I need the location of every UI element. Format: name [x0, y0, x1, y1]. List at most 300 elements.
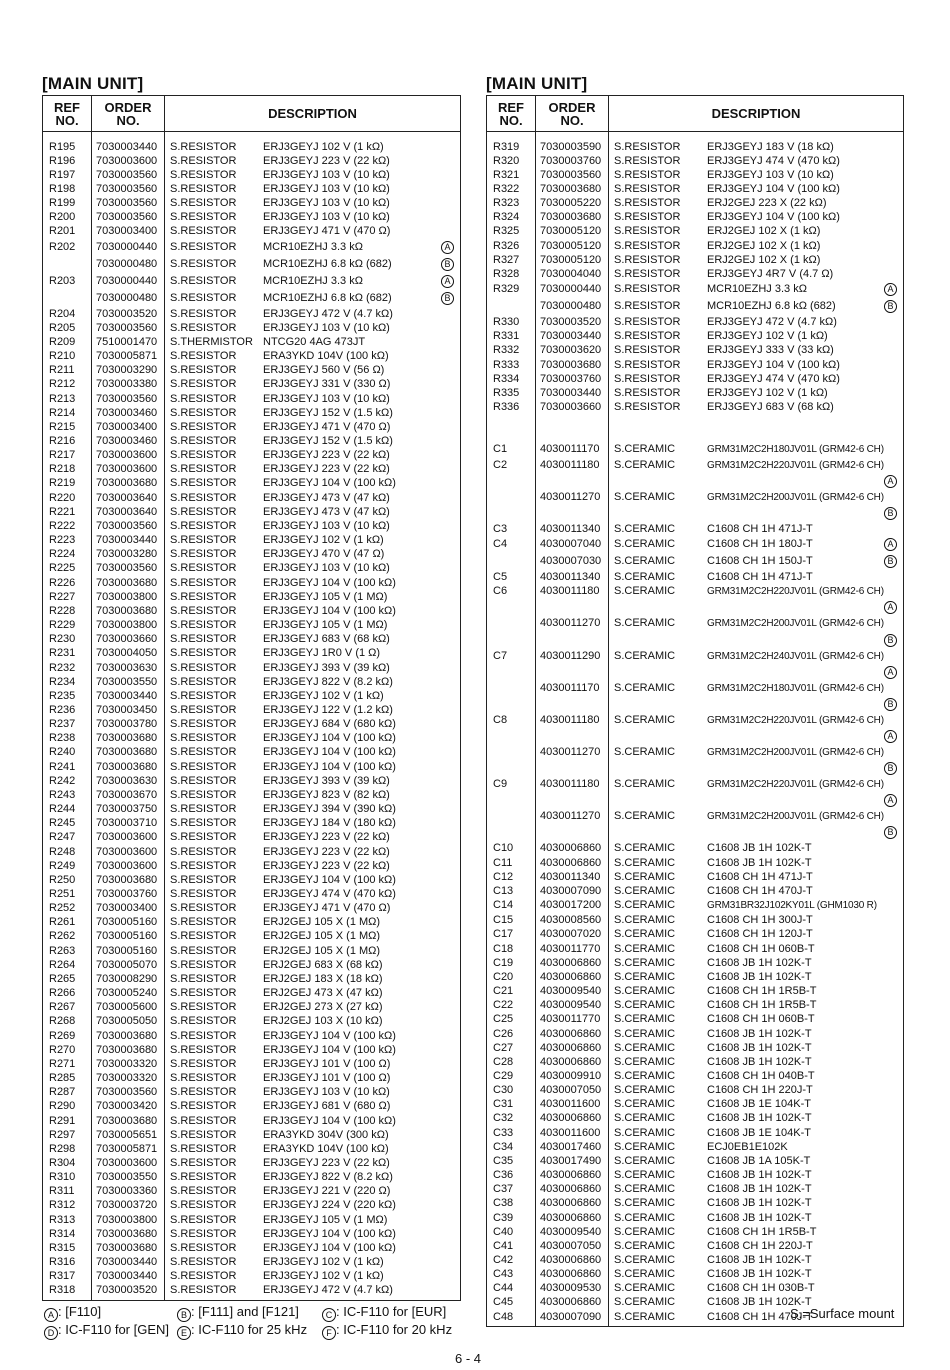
ref-no-cell: C28: [487, 1055, 536, 1069]
table-row: [487, 1097, 904, 1111]
part-type: S.RESISTOR: [170, 1100, 237, 1113]
description-cell: [165, 168, 461, 182]
description-cell: [609, 239, 904, 253]
part-number: ERJ3GEYJ 224 V (220 kΩ): [263, 1199, 396, 1212]
description-cell: [609, 140, 904, 154]
table-row: [487, 570, 904, 584]
description-cell: [165, 1000, 461, 1014]
order-no-cell: 7030000440: [536, 281, 609, 298]
ref-no-cell: R319: [487, 140, 536, 154]
ref-no-cell: [487, 809, 536, 824]
order-no-cell: 7030005120: [536, 253, 609, 267]
order-no-cell: 7030003680: [92, 576, 165, 590]
part-type: S.CERAMIC: [614, 585, 676, 598]
table-row: [43, 434, 461, 448]
description-cell: [165, 1071, 461, 1085]
circled-letter-icon: B: [884, 634, 897, 647]
order-no-cell: 7030003520: [536, 315, 609, 329]
part-type: S.RESISTOR: [614, 372, 681, 385]
description-cell: [165, 1170, 461, 1184]
description-cell: [609, 210, 904, 224]
version-mark-row: [487, 505, 904, 522]
ref-no-cell: R243: [43, 788, 92, 802]
description-cell: [165, 196, 461, 210]
table-row: [43, 873, 461, 887]
part-number: ERJ3GEYJ 103 V (10 kΩ): [263, 168, 390, 181]
table-row: [487, 1154, 904, 1168]
ref-no-cell: R316: [43, 1255, 92, 1269]
order-no-cell: 7030005871: [92, 1142, 165, 1156]
part-type: S.RESISTOR: [170, 760, 237, 773]
circled-letter-icon: A: [884, 730, 897, 743]
part-type: S.RESISTOR: [170, 168, 237, 181]
description-cell: [609, 584, 904, 599]
part-number: ERJ3GEYJ 102 V (1 kΩ): [263, 534, 384, 547]
table-row: [487, 1012, 904, 1026]
table-row: [487, 884, 904, 898]
order-no-cell: 7030003680: [92, 1029, 165, 1043]
order-no-cell: 7030003560: [92, 168, 165, 182]
part-type: S.CERAMIC: [614, 842, 676, 855]
part-type: S.RESISTOR: [170, 788, 237, 801]
order-no-cell: 7030003680: [92, 760, 165, 774]
table-row: [43, 448, 461, 462]
part-number: ERJ2GEJ 102 X (1 kΩ): [707, 225, 821, 238]
part-type: S.RESISTOR: [170, 519, 237, 532]
part-number: ERJ3GEYJ 103 V (10 kΩ): [263, 562, 390, 575]
ref-no-cell: R203: [43, 273, 92, 290]
ref-no-cell: R291: [43, 1114, 92, 1128]
part-number: ERJ3GEYJ 471 V (470 Ω): [263, 225, 391, 238]
table-row: [487, 984, 904, 998]
order-no-cell: 7030003400: [92, 224, 165, 238]
description-cell: [165, 290, 461, 307]
order-no-cell: 7030003420: [92, 1099, 165, 1113]
table-row: [43, 1241, 461, 1255]
part-type: S.CERAMIC: [614, 1084, 676, 1097]
ref-no-cell: C43: [487, 1267, 536, 1281]
table-row: [487, 956, 904, 970]
table-row: [43, 1156, 461, 1170]
table-row: [43, 1114, 461, 1128]
circled-letter-icon: F: [322, 1326, 336, 1340]
part-type: S.RESISTOR: [614, 300, 681, 313]
part-type: S.RESISTOR: [170, 619, 237, 632]
ref-no-cell: R247: [43, 830, 92, 844]
part-number: C1608 JB 1H 102K-T: [707, 1296, 812, 1309]
ref-no-cell: R227: [43, 590, 92, 604]
part-type: S.RESISTOR: [614, 330, 681, 343]
part-number: C1608 CH 1H 470J-T: [707, 1310, 813, 1323]
part-number: C1608 CH 1H 1R5B-T: [707, 1225, 817, 1238]
part-number: ERJ3GEYJ 102 V (1 kΩ): [263, 1270, 384, 1283]
table-row: [43, 182, 461, 196]
order-no-cell: 4030011180: [536, 713, 609, 728]
ref-no-cell: R225: [43, 561, 92, 575]
table-row: [487, 841, 904, 855]
part-type: S.RESISTOR: [614, 182, 681, 195]
order-no-cell: 7030003680: [92, 1043, 165, 1057]
part-number: ERJ3GEYJ 474 V (470 kΩ): [263, 888, 396, 900]
circled-letter-icon: A: [44, 1308, 58, 1322]
part-type: S.RESISTOR: [170, 987, 237, 1000]
description-cell: [165, 986, 461, 1000]
part-number: C1608 CH 1H 030B-T: [707, 1282, 815, 1295]
description-cell: [609, 182, 904, 196]
ref-no-cell: R318: [43, 1283, 92, 1297]
part-type: S.RESISTOR: [170, 240, 237, 253]
part-number: ERJ3GEYJ 101 V (100 Ω): [263, 1072, 391, 1085]
part-number: ERJ3GEYJ 223 V (22 kΩ): [263, 831, 390, 844]
table-row: [487, 400, 904, 414]
part-number: NTCG20 4AG 473JT: [263, 335, 366, 348]
part-type: S.CERAMIC: [614, 443, 676, 456]
table-row: [43, 196, 461, 210]
order-no-cell: 7030005160: [92, 915, 165, 929]
table-row: [43, 717, 461, 731]
part-type: S.THERMISTOR: [170, 335, 253, 348]
table-row: [43, 760, 461, 774]
order-no-cell: 4030006860: [536, 1055, 609, 1069]
part-number: ERJ3GEYJ 104 V (100 kΩ): [707, 182, 840, 195]
part-type: S.RESISTOR: [170, 505, 237, 518]
order-no-cell: 7030005160: [92, 944, 165, 958]
ref-no-cell: R298: [43, 1142, 92, 1156]
part-number: ERJ3GEYJ 333 V (33 kΩ): [707, 344, 834, 357]
order-no-cell: 7030003800: [92, 590, 165, 604]
circled-letter-icon: B: [884, 698, 897, 711]
part-type: S.RESISTOR: [170, 859, 237, 872]
table-row: [43, 321, 461, 335]
description-cell: [165, 1255, 461, 1269]
description-cell: [165, 420, 461, 434]
description-cell: [165, 604, 461, 618]
part-number: C1608 CH 1H 220J-T: [707, 1084, 813, 1097]
part-type: S.RESISTOR: [170, 1256, 237, 1269]
table-row: [43, 1029, 461, 1043]
order-no-cell: 7030003720: [92, 1198, 165, 1212]
description-cell: [609, 898, 904, 913]
part-number: C1608 JB 1H 102K-T: [707, 1183, 812, 1196]
part-number: C1608 CH 1H 300J-T: [707, 914, 813, 927]
description-cell: [609, 1182, 904, 1196]
table-row: [487, 239, 904, 253]
description-cell: [165, 1198, 461, 1212]
order-no-cell: 7030003560: [92, 321, 165, 335]
description-cell: [165, 859, 461, 873]
part-number: ERJ3GEYJ 105 V (1 MΩ): [263, 590, 388, 603]
table-row: [43, 887, 461, 901]
part-type: S.RESISTOR: [170, 477, 237, 490]
description-cell: [165, 462, 461, 476]
ref-no-cell: R196: [43, 154, 92, 168]
description-cell: [165, 1142, 461, 1156]
ref-no-cell: C27: [487, 1041, 536, 1055]
part-type: S.RESISTOR: [614, 168, 681, 181]
ref-no-cell: R330: [487, 315, 536, 329]
order-no-cell: 7030005220: [536, 196, 609, 210]
part-type: S.CERAMIC: [614, 1098, 676, 1111]
right-parts-panel: [486, 72, 904, 1327]
order-no-cell: 4030011340: [536, 870, 609, 884]
order-no-cell: 7030003680: [536, 182, 609, 196]
part-number: C1608 CH 1H 470J-T: [707, 884, 813, 897]
part-type: S.CERAMIC: [614, 713, 676, 726]
order-no-cell: 4030011270: [536, 809, 609, 824]
order-no-cell: 4030011770: [536, 942, 609, 956]
part-type: S.RESISTOR: [170, 1213, 237, 1226]
order-no-cell: 7030003760: [536, 372, 609, 386]
spacer-row: [487, 428, 904, 442]
table-row: [487, 386, 904, 400]
description-cell: [165, 154, 461, 168]
description-cell: [609, 1196, 904, 1210]
description-cell: [165, 1269, 461, 1283]
order-no-cell: 7030003750: [92, 802, 165, 816]
part-type: S.CERAMIC: [614, 1183, 676, 1196]
part-type: S.CERAMIC: [614, 1225, 676, 1238]
ref-no-cell: C39: [487, 1211, 536, 1225]
part-number: ERJ2GEJ 183 X (18 kΩ): [263, 972, 383, 985]
order-no-cell: 4030009540: [536, 984, 609, 998]
description-cell: [165, 745, 461, 759]
table-row: [487, 196, 904, 210]
part-number: ERJ3GEYJ 152 V (1.5 kΩ): [263, 406, 393, 419]
order-no-cell: 4030011270: [536, 745, 609, 760]
ref-no-cell: R251: [43, 887, 92, 901]
order-no-cell: 7030004040: [536, 267, 609, 281]
table-row: [43, 929, 461, 943]
ref-no-cell: C20: [487, 970, 536, 984]
part-number: C1608 CH 1H 040B-T: [707, 1069, 815, 1082]
description-cell: [609, 1055, 904, 1069]
part-type: S.CERAMIC: [614, 1254, 676, 1266]
legend-item: D : IC-F110 for [GEN]: [44, 1321, 169, 1340]
table-row: [487, 553, 904, 570]
part-type: S.RESISTOR: [170, 817, 237, 830]
part-number: ERJ2GEJ 273 X (27 kΩ): [263, 1001, 383, 1014]
order-no-cell: 4030011770: [536, 1012, 609, 1026]
part-number: MCR10EZHJ 3.3 kΩ: [707, 283, 807, 296]
table-row: [43, 1128, 461, 1142]
description-cell: [609, 913, 904, 927]
description-cell: [165, 1213, 461, 1227]
ref-no-cell: R232: [43, 661, 92, 675]
part-type: S.RESISTOR: [170, 930, 237, 943]
circled-letter-icon: B: [441, 292, 454, 305]
part-type: S.CERAMIC: [614, 458, 676, 471]
part-type: S.CERAMIC: [614, 1154, 676, 1167]
ref-no-cell: R245: [43, 816, 92, 830]
part-number: GRM31M2C2H200JV01L (GRM42-6 CH): [707, 618, 884, 630]
part-type: S.RESISTOR: [170, 1284, 237, 1297]
ref-no-cell: [487, 553, 536, 570]
part-type: S.RESISTOR: [170, 675, 237, 688]
description-cell: [609, 553, 904, 570]
panel-title: [MAIN UNIT]: [42, 74, 144, 93]
part-type: S.RESISTOR: [170, 1043, 237, 1056]
ref-no-cell: R297: [43, 1128, 92, 1142]
description-cell: [609, 315, 904, 329]
description-cell: [609, 400, 904, 414]
order-no-cell: 7030003520: [92, 307, 165, 321]
order-no-cell: 7030003560: [92, 182, 165, 196]
order-no-cell: 4030011340: [536, 522, 609, 536]
part-number: C1608 JB 1H 102K-T: [707, 1254, 812, 1266]
part-number: ERJ2GEJ 473 X (47 kΩ): [263, 987, 383, 1000]
description-cell: [165, 1283, 461, 1297]
table-row: [43, 604, 461, 618]
description-cell: [609, 1239, 904, 1253]
order-no-cell: 7030000440: [92, 273, 165, 290]
part-type: S.CERAMIC: [614, 1282, 676, 1295]
ref-no-cell: R269: [43, 1029, 92, 1043]
part-type: S.RESISTOR: [170, 732, 237, 745]
part-type: S.RESISTOR: [614, 225, 681, 238]
legend-item: E : IC-F110 for 25 kHz: [177, 1321, 307, 1340]
description-cell: [609, 870, 904, 884]
part-type: S.RESISTOR: [170, 590, 237, 603]
table-row: [487, 490, 904, 505]
order-no-cell: 7030003440: [92, 1269, 165, 1283]
ref-no-cell: R221: [43, 505, 92, 519]
ref-no-cell: R212: [43, 377, 92, 391]
order-no-cell: 7030003600: [92, 845, 165, 859]
ref-no-cell: [487, 616, 536, 631]
ref-no-cell: R214: [43, 406, 92, 420]
order-no-cell: 7030003560: [92, 561, 165, 575]
order-no-cell: 4030006860: [536, 856, 609, 870]
part-number: C1608 CH 1H 471J-T: [707, 571, 813, 584]
part-number: GRM31M2C2H240JV01L (GRM42-6 CH): [707, 650, 884, 662]
description-cell: [609, 458, 904, 473]
ref-no-cell: R224: [43, 547, 92, 561]
order-no-cell: 7030003460: [92, 406, 165, 420]
ref-no-cell: R331: [487, 329, 536, 343]
ref-no-cell: R334: [487, 372, 536, 386]
table-row: [43, 1170, 461, 1184]
part-type: S.CERAMIC: [614, 571, 676, 584]
part-number: ERJ3GEYJ 103 V (10 kΩ): [263, 519, 390, 532]
description-cell: [165, 774, 461, 788]
description-cell: [165, 788, 461, 802]
order-no-cell: 7030003600: [92, 462, 165, 476]
part-number: C1608 JB 1H 102K-T: [707, 956, 812, 969]
description-cell: [165, 590, 461, 604]
part-type: S.RESISTOR: [170, 1057, 237, 1070]
order-no-cell: 7030003680: [536, 358, 609, 372]
order-no-cell: 7030005160: [92, 929, 165, 943]
ref-no-cell: R229: [43, 618, 92, 632]
description-cell: [165, 210, 461, 224]
description-cell: [609, 168, 904, 182]
part-type: S.RESISTOR: [614, 239, 681, 252]
description-cell: [609, 956, 904, 970]
part-number: C1608 CH 1H 471J-T: [707, 522, 813, 535]
table-row: [43, 491, 461, 505]
legend-item: F : IC-F110 for 20 kHz: [322, 1321, 452, 1340]
order-no-cell: 7030003560: [92, 519, 165, 533]
part-number: ERJ3GEYJ 103 V (10 kΩ): [263, 321, 390, 334]
ref-no-cell: C26: [487, 1027, 536, 1041]
part-type: S.RESISTOR: [170, 562, 237, 575]
order-no-cell: 4030011340: [536, 570, 609, 584]
order-no-cell: 4030017490: [536, 1154, 609, 1168]
part-type: S.RESISTOR: [170, 718, 237, 731]
description-cell: [165, 1029, 461, 1043]
part-number: MCR10EZHJ 6.8 kΩ (682): [707, 300, 836, 313]
part-type: S.CERAMIC: [614, 870, 676, 883]
ref-no-cell: R201: [43, 224, 92, 238]
order-no-cell: 4030011180: [536, 777, 609, 792]
ref-no-cell: R320: [487, 154, 536, 168]
part-number: ERJ3GEYJ 104 V (100 kΩ): [263, 1114, 396, 1127]
part-type: S.RESISTOR: [170, 435, 237, 447]
part-number: ERJ3GEYJ 472 V (4.7 kΩ): [263, 307, 393, 320]
ref-no-cell: C31: [487, 1097, 536, 1111]
order-no-cell: 7030003440: [92, 140, 165, 154]
table-row: [43, 1184, 461, 1198]
description-cell: [165, 873, 461, 887]
description-cell: [165, 972, 461, 986]
description-cell: [165, 561, 461, 575]
description-cell: [165, 335, 461, 349]
ref-no-cell: C21: [487, 984, 536, 998]
order-no-cell: 7030003600: [92, 830, 165, 844]
part-number: C1608 CH 1H 1R5B-T: [707, 999, 817, 1012]
description-cell: [609, 196, 904, 210]
circled-letter-icon: B: [177, 1308, 191, 1322]
part-number: ERJ3GEYJ 474 V (470 kΩ): [707, 372, 840, 385]
description-cell: [165, 1128, 461, 1142]
ref-no-cell: C37: [487, 1182, 536, 1196]
version-mark-row: [487, 696, 904, 713]
table-row: [43, 901, 461, 915]
ref-no-cell: C35: [487, 1154, 536, 1168]
part-number: ERJ3GEYJ 105 V (1 MΩ): [263, 1213, 388, 1226]
part-type: S.RESISTOR: [170, 647, 237, 660]
part-type: S.RESISTOR: [614, 401, 681, 413]
table-row: [43, 547, 461, 561]
description-cell: [609, 884, 904, 898]
ref-no-cell: R218: [43, 462, 92, 476]
part-number: ERJ3GEYJ 223 V (22 kΩ): [263, 154, 390, 167]
part-type: S.RESISTOR: [170, 873, 237, 886]
part-type: S.CERAMIC: [614, 956, 676, 969]
part-number: C1608 CH 1H 180J-T: [707, 538, 813, 551]
part-type: S.RESISTOR: [170, 491, 237, 504]
order-no-cell: 7030003460: [92, 434, 165, 448]
description-cell: [609, 343, 904, 357]
description-cell: [165, 239, 461, 256]
ref-no-cell: R323: [487, 196, 536, 210]
table-row: [487, 809, 904, 824]
order-no-cell: 4030008560: [536, 913, 609, 927]
table-row: [487, 856, 904, 870]
description-cell: [165, 448, 461, 462]
table-row: [43, 290, 461, 307]
order-no-cell: 7030003400: [92, 420, 165, 434]
ref-no-cell: R195: [43, 140, 92, 154]
table-row: [43, 745, 461, 759]
surface-mount-note: S.=Surface mount: [790, 1306, 895, 1321]
order-no-cell: 4030006860: [536, 1041, 609, 1055]
description-cell: [609, 281, 904, 298]
description-cell: [609, 970, 904, 984]
table-row: [487, 1027, 904, 1041]
ref-no-cell: C11: [487, 856, 536, 870]
order-no-cell: 7030003680: [92, 873, 165, 887]
